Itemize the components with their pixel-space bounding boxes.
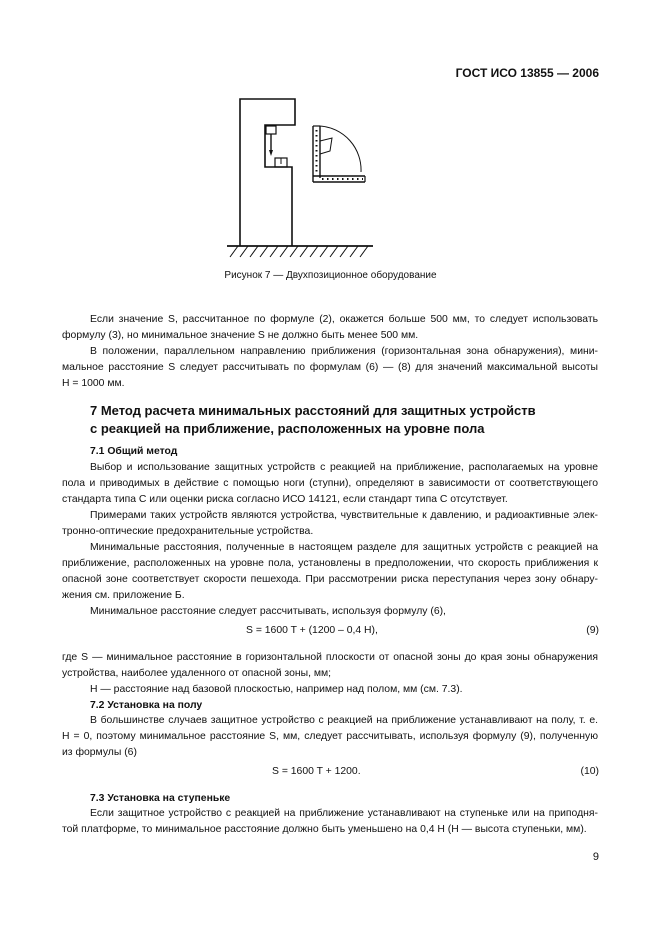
paragraph-line: H = 1000 мм. — [62, 378, 125, 389]
paragraph-line: стандарта типа С или оценки риска согласно ИСО 14121, если стандарт типа С отсутствует. — [62, 494, 508, 505]
paragraph-line: Если защитное устройство с реакцией на приближение устанавливают на ступеньке или на приподня- — [90, 808, 598, 819]
paragraph-line: из формулы (6) — [62, 747, 137, 758]
section-7-title-line1: 7 Метод расчета минимальных расстояний для защитных устройств — [90, 403, 536, 418]
subsection-7-2-title: 7.2 Установка на полу — [90, 700, 203, 711]
paragraph-line: В положении, параллельном направлению приближения (горизонтальная зона обнаружения), мини- — [90, 346, 598, 357]
paragraph-line: Минимальное расстояние следует рассчитывать, используя формулу (6), — [90, 606, 446, 617]
paragraph-line: где S — минимальное расстояние в горизонтальной плоскости от опасной зоны до края зоны обнаружения — [62, 652, 598, 663]
figure-two-position-machine — [225, 96, 375, 258]
protective-device — [313, 126, 365, 182]
figure-caption: Рисунок 7 — Двухпозиционное оборудование — [224, 270, 437, 281]
paragraph-line: формулу (3), но минимальное значение S не должно быть менее 500 мм. — [62, 330, 419, 341]
section-7-title-line2: с реакцией на приближение, расположенных на уровне пола — [90, 421, 485, 436]
tool-holder — [266, 126, 276, 134]
paragraph-line: Минимальные расстояния, полученные в настоящем разделе для защитных устройств с реакцией на — [90, 542, 598, 553]
paragraph-line: В большинстве случаев защитное устройство с реакцией на приближение устанавливают на полу, т. е. — [90, 715, 598, 726]
paragraph-line: опасной зоне соответствует скорости пешехода. При рассмотрении риска переступания через зону обнару- — [62, 574, 598, 585]
paragraph-line: H — расстояние над базовой плоскостью, например над полом, мм (см. 7.3). — [90, 684, 463, 695]
paragraph-line: Выбор и использование защитных устройств с реакцией на приближение, располагаемых на уровне — [90, 462, 598, 473]
paragraph-line: мальное расстояние S следует рассчитывать по формулам (6) — (8) для значений максимальной высоты — [62, 362, 598, 373]
equation-9-number: (9) — [586, 625, 599, 636]
paragraph-line: той платформе, то минимальное расстояние должно быть уменьшено на 0,4 H (H — высота ступеньки, мм). — [62, 824, 587, 835]
paragraph-line: жения см. приложение Б. — [62, 590, 185, 601]
paragraph-line: тронно-оптические предохранительные устройства. — [62, 526, 314, 537]
paragraph-line: Примерами таких устройств являются устройства, чувствительные к давлению, и радиоактивные элек- — [90, 510, 598, 521]
ground-hatching — [230, 246, 368, 257]
equation-10: S = 1600 T + 1200. — [272, 766, 361, 777]
paragraph-line: устройства, наиболее удаленного от опасной зоны, мм; — [62, 668, 332, 679]
paragraph-line: H = 0, поэтому минимальное расстояние S, мм, следует рассчитывать, используя формулу (9), полученную — [62, 731, 598, 742]
paragraph-line: Если значение S, рассчитанное по формуле (2), окажется больше 500 мм, то следует использовать — [90, 314, 598, 325]
machine-frame — [240, 99, 295, 246]
document-header: ГОСТ ИСО 13855 — 2006 — [455, 66, 599, 80]
subsection-7-3-title: 7.3 Установка на ступеньке — [90, 793, 231, 804]
subsection-7-1-title: 7.1 Общий метод — [90, 446, 178, 457]
equation-10-number: (10) — [580, 766, 599, 777]
paragraph-line: приближение, расположенных на уровне пола, установлены в предположении, что скорость приближения к — [62, 558, 598, 569]
page-number: 9 — [592, 851, 599, 863]
equation-9: S = 1600 T + (1200 – 0,4 H), — [246, 625, 378, 636]
paragraph-line: пола и приводимых в действие с помощью ноги (ступни), определяют в зависимости от соответствующего — [62, 478, 598, 489]
